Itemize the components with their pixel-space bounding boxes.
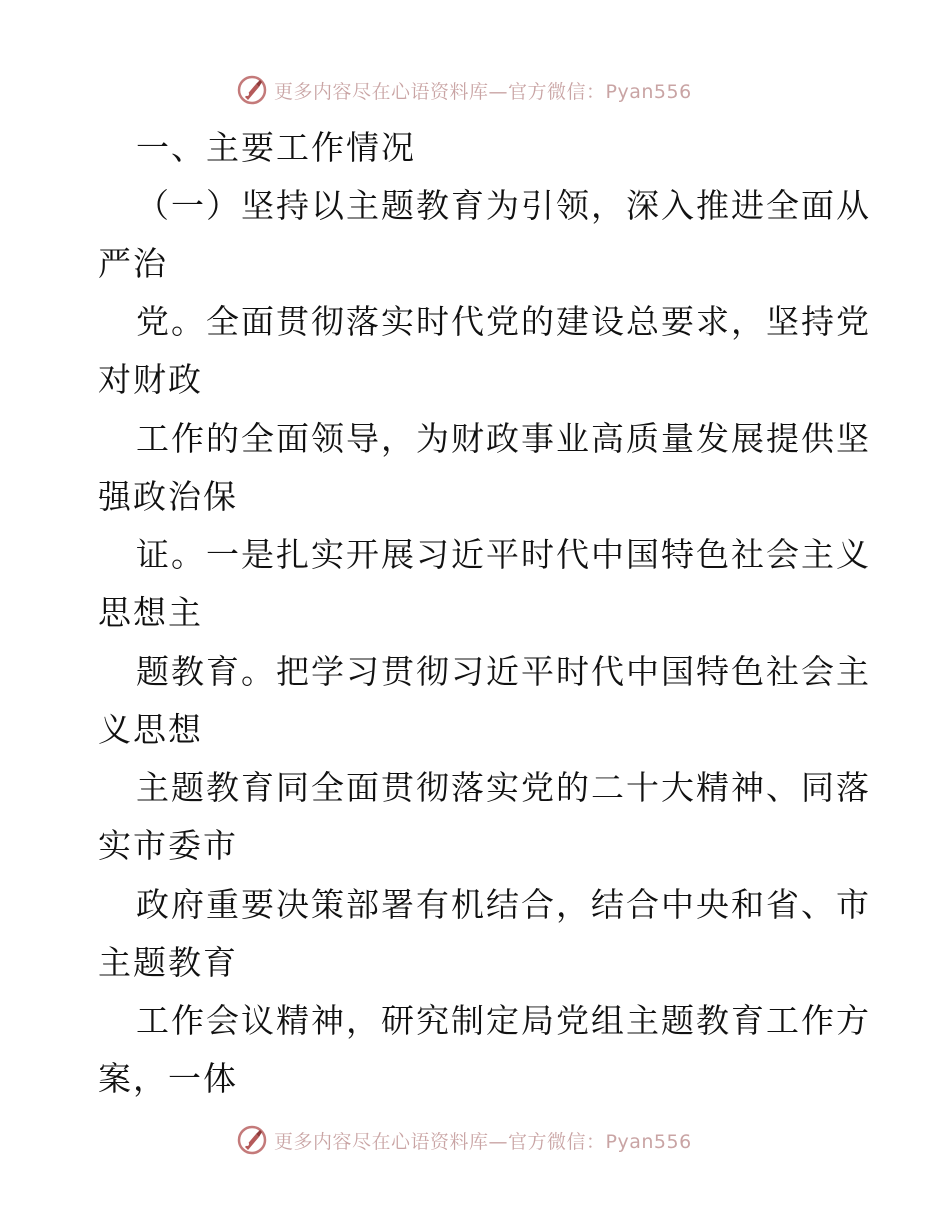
- text-line: 政府重要决策部署有机结合，结合中央和省、市: [136, 885, 871, 924]
- watermark-footer: [236, 1123, 692, 1157]
- text-line: 党。全面贯彻落实时代党的建设总要求，坚持党: [136, 302, 871, 341]
- text-line: 主题教育: [98, 943, 238, 982]
- text-line: 工作会议精神，研究制定局党组主题教育工作方: [136, 1001, 871, 1040]
- text-line: 严治: [98, 244, 168, 283]
- text-line: 证。一是扎实开展习近平时代中国特色社会主义: [136, 535, 871, 574]
- text-line: 对财政: [98, 360, 203, 399]
- text-line: 工作的全面领导，为财政事业高质量发展提供坚: [136, 419, 871, 458]
- text-line: （一）坚持以主题教育为引领，深入推进全面从: [136, 186, 871, 225]
- text-line: 主题教育同全面贯彻落实党的二十大精神、同落: [136, 768, 871, 807]
- watermark-header: [236, 73, 692, 107]
- section-heading: 一、主要工作情况: [136, 128, 416, 167]
- text-line: 思想主: [98, 593, 203, 632]
- text-line: 义思想: [98, 710, 203, 749]
- text-line: 题教育。把学习贯彻习近平时代中国特色社会主: [136, 652, 871, 691]
- pen-logo-icon: [236, 1124, 268, 1156]
- watermark-text: 更多内容尽在心语资料库—官方微信：Pyan556: [274, 1130, 692, 1153]
- pen-logo-icon: [236, 74, 268, 106]
- text-line: 强政治保: [98, 477, 238, 516]
- watermark-text: 更多内容尽在心语资料库—官方微信：Pyan556: [274, 80, 692, 103]
- text-line: 实市委市: [98, 826, 238, 865]
- text-line: 案，一体: [98, 1059, 238, 1098]
